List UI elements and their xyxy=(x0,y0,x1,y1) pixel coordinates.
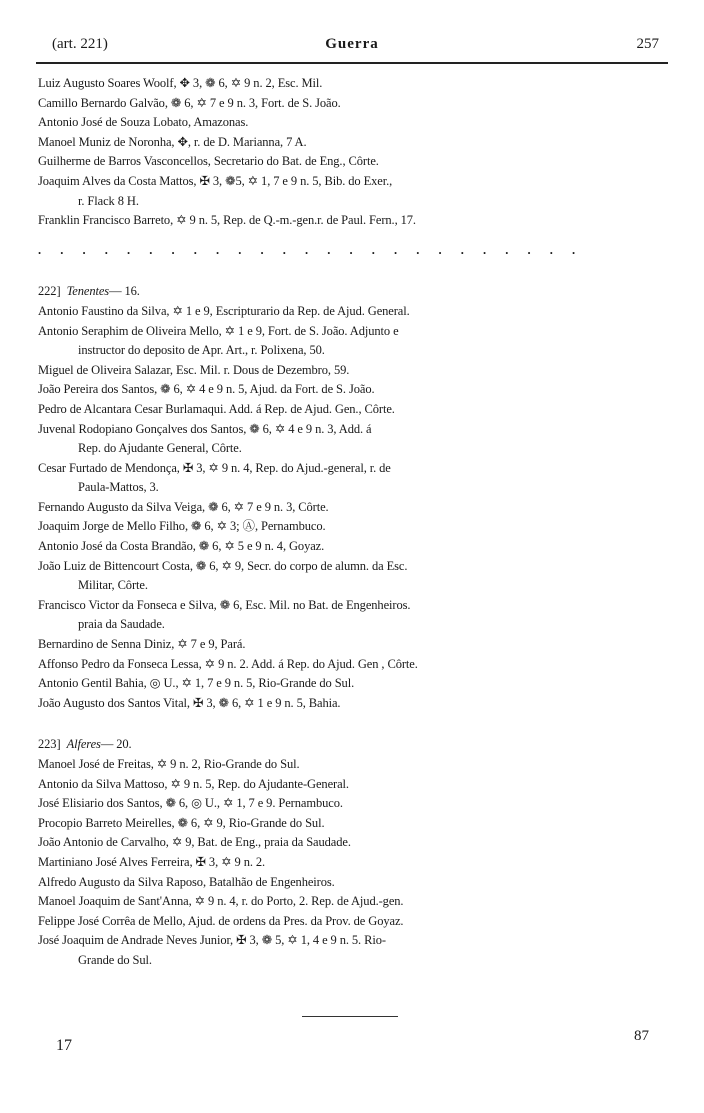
entry-continuation: instructor do deposito de Apr. Art., r. Polixena, 50. xyxy=(78,343,325,358)
section-heading xyxy=(38,282,668,302)
entry-line: Joaquim Jorge de Mello Filho, ❁ 6, ✡ 3; Ⓐ, Pernambuco. xyxy=(38,519,326,534)
entry-line: José Joaquim de Andrade Neves Junior, ✠ 3, ❁ 5, ✡ 1, 4 e 9 n. 5. Rio- xyxy=(38,933,386,948)
list-entry xyxy=(38,380,668,400)
entry-continuation: Militar, Côrte. xyxy=(78,578,148,593)
entry-line: Bernardino de Senna Diniz, ✡ 7 e 9, Pará. xyxy=(38,637,246,652)
list-entry xyxy=(38,113,668,133)
footer-rule xyxy=(302,1016,398,1017)
entry-line: Martiniano José Alves Ferreira, ✠ 3, ✡ 9 n. 2. xyxy=(38,854,266,869)
entry-line: Affonso Pedro da Fonseca Lessa, ✡ 9 n. 2. Add. á Rep. do Ajud. Gen , Côrte. xyxy=(38,656,418,671)
page-body xyxy=(38,74,668,971)
list-entry xyxy=(38,931,668,970)
entry-line: Alfredo Augusto da Silva Raposo, Batalhão de Engenheiros. xyxy=(38,874,335,889)
list-entry xyxy=(38,420,668,459)
entry-line: Guilherme de Barros Vasconcellos, Secretario do Bat. de Eng., Côrte. xyxy=(38,154,379,169)
list-entry xyxy=(38,459,668,498)
entry-line: Cesar Furtado de Mendonça, ✠ 3, ✡ 9 n. 4, Rep. do Ajud.-general, r. de xyxy=(38,460,391,475)
section-alferes xyxy=(38,735,668,970)
list-entry xyxy=(38,498,668,518)
list-entry xyxy=(38,775,668,795)
section-number: 223] xyxy=(38,737,61,752)
entry-line: Manoel José de Freitas, ✡ 9 n. 2, Rio-Grande do Sul. xyxy=(38,757,300,771)
list-entry xyxy=(38,152,668,172)
entry-continuation: r. Flack 8 H. xyxy=(78,193,139,208)
list-entry xyxy=(38,361,668,381)
entry-line: Joaquim Alves da Costa Mattos, ✠ 3, ❁5, ✡ 1, 7 e 9 n. 5, Bib. do Exer., xyxy=(38,173,393,188)
signature-mark: 17 xyxy=(56,1037,72,1054)
entry-continuation: Paula-Mattos, 3. xyxy=(78,480,159,495)
entry-line: Antonio José da Costa Brandão, ❁ 6, ✡ 5 e 9 n. 4, Goyaz. xyxy=(38,539,325,554)
list-entry xyxy=(38,133,668,153)
list-entry xyxy=(38,655,668,675)
entry-line: Antonio Gentil Bahia, ◎ U., ✡ 1, 7 e 9 n. 5, Rio-Grande do Sul. xyxy=(38,676,355,691)
list-entry xyxy=(38,400,668,420)
section-heading xyxy=(38,735,668,755)
entry-line: João Luiz de Bittencourt Costa, ❁ 6, ✡ 9, Secr. do corpo de alumn. da Esc. xyxy=(38,558,408,573)
entry-line: Juvenal Rodopiano Gonçalves dos Santos, ❁ 6, ✡ 4 e 9 n. 3, Add. á xyxy=(38,421,372,436)
entry-line: Antonio Faustino da Silva, ✡ 1 e 9, Escripturario da Rep. de Ajud. General. xyxy=(38,303,410,318)
entry-line: Miguel de Oliveira Salazar, Esc. Mil. r. Dous de Dezembro, 59. xyxy=(38,362,350,377)
entry-line: João Antonio de Carvalho, ✡ 9, Bat. de Eng., praia da Saudade. xyxy=(38,835,351,850)
list-entry xyxy=(38,635,668,655)
section-tenentes xyxy=(38,282,668,713)
list-entry xyxy=(38,853,668,873)
entry-line: Fernando Augusto da Silva Veiga, ❁ 6, ✡ 7 e 9 n. 3, Côrte. xyxy=(38,499,329,514)
entry-line: Manoel Muniz de Noronha, ✥, r. de D. Marianna, 7 A. xyxy=(38,134,307,149)
entry-line: João Augusto dos Santos Vital, ✠ 3, ❁ 6, ✡ 1 e 9 n. 5, Bahia. xyxy=(38,695,341,710)
list-entry xyxy=(38,755,668,775)
entry-line: Antonio Seraphim de Oliveira Mello, ✡ 1 e 9, Fort. de S. João. Adjunto e xyxy=(38,323,399,338)
list-entry xyxy=(38,674,668,694)
section-number: 222] xyxy=(38,284,61,299)
running-title: Guerra xyxy=(325,36,379,52)
list-entry xyxy=(38,873,668,893)
list-entry xyxy=(38,322,668,361)
entry-line: Francisco Victor da Fonseca e Silva, ❁ 6, Esc. Mil. no Bat. de Engenheiros. xyxy=(38,597,411,612)
entry-continuation: Rep. do Ajudante General, Côrte. xyxy=(78,441,242,456)
entry-line: Franklin Francisco Barreto, ✡ 9 n. 5, Rep. de Q.-m.-gen.r. de Paul. Fern., 17. xyxy=(38,213,416,228)
sheet-number: 87 xyxy=(634,1028,649,1044)
list-entry xyxy=(38,557,668,596)
list-entry xyxy=(38,912,668,932)
entry-line: Felippe José Corrêa de Mello, Ajud. de ordens da Pres. da Prov. de Goyaz. xyxy=(38,913,404,928)
page-number: 257 xyxy=(636,36,659,52)
entry-line: Procopio Barreto Meirelles, ❁ 6, ✡ 9, Rio-Grande do Sul. xyxy=(38,815,325,830)
list-entry xyxy=(38,74,668,94)
entry-line: Camillo Bernardo Galvão, ❁ 6, ✡ 7 e 9 n. 3, Fort. de S. João. xyxy=(38,95,341,110)
ellipsis-dots: . . . . . . . . . . . . . . . . . . . . . . . . . xyxy=(38,242,584,257)
list-entry xyxy=(38,833,668,853)
list-entry xyxy=(38,694,668,714)
entry-continuation: Grande do Sul. xyxy=(78,952,152,967)
list-entry xyxy=(38,172,668,211)
entry-line: Manoel Joaquim de Sant'Anna, ✡ 9 n. 4, r. do Porto, 2. Rep. de Ajud.-gen. xyxy=(38,894,404,909)
list-entry xyxy=(38,814,668,834)
entry-line: José Elisiario dos Santos, ❁ 6, ◎ U., ✡ 1, 7 e 9. Pernambuco. xyxy=(38,796,343,811)
list-entry xyxy=(38,892,668,912)
header-rule xyxy=(36,62,668,64)
list-entry xyxy=(38,517,668,537)
list-entry xyxy=(38,302,668,322)
header-article-ref: (art. 221) xyxy=(52,36,108,52)
list-entry xyxy=(38,596,668,635)
section-count: — 16. xyxy=(109,284,140,299)
section-title: Alferes xyxy=(66,737,101,752)
list-entry xyxy=(38,794,668,814)
entry-continuation: praia da Saudade. xyxy=(78,617,165,632)
list-entry xyxy=(38,211,668,231)
entry-line: João Pereira dos Santos, ❁ 6, ✡ 4 e 9 n. 5, Ajud. da Fort. de S. João. xyxy=(38,382,375,397)
entry-line: Antonio José de Souza Lobato, Amazonas. xyxy=(38,115,249,130)
entry-line: Antonio da Silva Mattoso, ✡ 9 n. 5, Rep. do Ajudante-General. xyxy=(38,776,349,791)
section-count: — 20. xyxy=(100,737,132,752)
entry-line: Pedro de Alcantara Cesar Burlamaqui. Add. á Rep. de Ajud. Gen., Côrte. xyxy=(38,401,395,416)
list-entry xyxy=(38,537,668,557)
list-entry xyxy=(38,94,668,114)
entry-line: Luiz Augusto Soares Woolf, ✥ 3, ❁ 6, ✡ 9 n. 2, Esc. Mil. xyxy=(38,76,323,90)
section-title: Tenentes xyxy=(66,284,110,299)
